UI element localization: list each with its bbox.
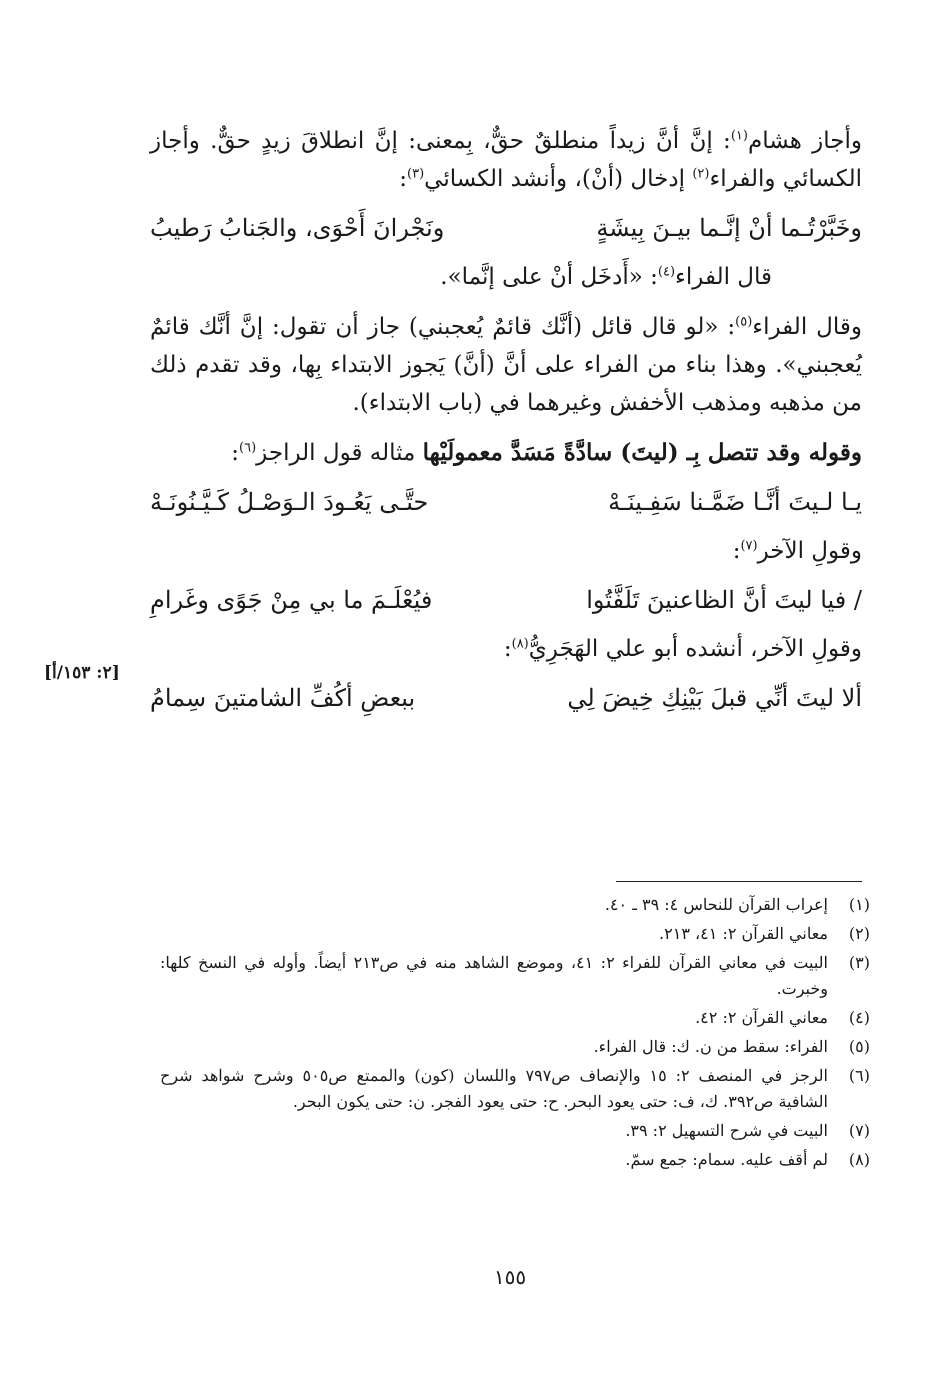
paragraph-6 [150, 630, 862, 668]
footnote-number: (٥) [848, 1037, 870, 1056]
footnote-item [160, 1005, 870, 1031]
text-run: وقولِ الآخر، أنشده أبو علي الهَجَرِيُّ [528, 636, 862, 662]
verse-1-second-hemistich: ونَجْرانَ أَحْوَى، والجَنابُ رَطيبُ [150, 214, 445, 242]
footnote-text: البيت في شرح التسهيل ٢: ٣٩. [625, 1121, 828, 1140]
footnote-item [160, 1147, 870, 1173]
footnote-separator [616, 881, 862, 882]
text-run: : «أَدخَل أنْ على إنَّما». [440, 264, 658, 290]
footnote-item [160, 1034, 870, 1060]
verse-4-second-hemistich: ببعضِ أكُفِّ الشامتينَ سِمامُ [150, 684, 416, 712]
footnote-number: (١) [848, 895, 870, 914]
footnote-number: (٦) [848, 1066, 870, 1085]
manuscript-folio-reference: [٢: ١٥٣/أ] [44, 663, 120, 683]
footnote-item [160, 1063, 870, 1115]
paragraph-3 [150, 308, 862, 422]
verse-4 [150, 676, 862, 720]
footnote-number: (٤) [848, 1008, 870, 1027]
footnote-text: معاني القرآن ٢: ٤٢. [695, 1008, 828, 1027]
text-run: : إنَّ أنَّ زيداً منطلقٌ حقٌّ، بِمعنى: إنَّ انطلاقَ زيدٍ حقٌّ. وأجاز الكسائي والفراء [150, 128, 862, 192]
footnote-ref[interactable]: (٢) [692, 166, 710, 182]
footnote-text: البيت في معاني القرآن للفراء ٢: ٤١، وموضع الشاهد منه في ص٢١٣ أيضاً. وأوله في النسخ كلها: وخبرت. [160, 953, 828, 998]
verse-3 [150, 578, 862, 622]
footnote-item [160, 950, 870, 1002]
text-run: وأجاز هشام [747, 128, 862, 154]
paragraph-2 [150, 258, 862, 296]
footnote-text: الرجز في المنصف ٢: ١٥ والإنصاف ص٧٩٧ واللسان (كون) والممتع ص٥٠٥ وشرح شواهد شرح الشافية ص٣٩٢. ك، ف: حتى يعود البحر. ح: حتى يعود الفجر. ن: حتى يكون البحر. [160, 1066, 828, 1111]
paragraph-1 [150, 122, 862, 198]
text-run: إدخال (أنْ)، وأنشد الكسائي [424, 166, 693, 192]
verse-2-second-hemistich: حتَّـى يَعُـودَ الـوَصْـلُ كَـيَّـنُونَـهْ [150, 488, 429, 516]
main-text [150, 122, 862, 728]
text-run: وقال الفراء [752, 314, 862, 340]
text-run: مثاله قول الراجز [256, 440, 423, 466]
footnote-ref[interactable]: (٧) [740, 538, 758, 554]
verse-2 [150, 480, 862, 524]
text-run: : [732, 538, 741, 564]
footnote-number: (٣) [848, 953, 870, 972]
text-run: : [231, 440, 240, 466]
text-run: قال الفراء [675, 264, 772, 290]
text-run: : [399, 166, 408, 192]
footnote-ref[interactable]: (١) [730, 128, 748, 144]
footnotes [160, 892, 870, 1176]
verse-3-second-hemistich: فيُعْلَـمَ ما بي مِنْ جَوًى وغَرامِ [150, 586, 433, 614]
bold-lemma: وقوله وقد تتصل بِـ (ليتَ) سادَّةً مَسَدَّ معمولَيْها [422, 439, 862, 466]
footnote-text: إعراب القرآن للنحاس ٤: ٣٩ ـ ٤٠. [604, 895, 828, 914]
footnote-ref[interactable]: (٤) [657, 264, 676, 280]
verse-4-first-hemistich: ألا ليتَ أنِّي قبلَ بَيْنِكِ خِيضَ لِي [567, 684, 862, 712]
footnote-number: (٧) [848, 1121, 870, 1140]
footnote-ref[interactable]: (٦) [239, 440, 257, 456]
paragraph-5 [150, 532, 862, 570]
text-run: : [503, 636, 512, 662]
footnote-number: (٢) [848, 924, 870, 943]
paragraph-4 [150, 434, 862, 472]
page-number: ١٥٥ [493, 1265, 527, 1289]
footnote-ref[interactable]: (٨) [511, 636, 529, 652]
verse-3-first-hemistich: / فيا ليتَ أنَّ الظاعنينَ تَلَفَّتُوا [586, 586, 862, 614]
footnote-item [160, 921, 870, 947]
footnote-number: (٨) [848, 1150, 870, 1169]
text-run: وقولِ الآخر [757, 538, 862, 564]
footnote-item [160, 1118, 870, 1144]
footnote-item [160, 892, 870, 918]
text-run: : «لو قال قائل (أنَّك قائمٌ يُعجبني) جاز أن تقول: إنَّ أنَّك قائمٌ يُعجبني». وهذا بناء من الفراء على أنَّ (أنَّ) يَجوز الابتداء بِها، وقد تقدم ذلك من مذهبه ومذهب الأخفش وغيرهما في (باب الابتداء). [150, 314, 862, 416]
footnote-ref[interactable]: (٥) [735, 314, 753, 330]
footnote-text: الفراء: سقط من ن. ك: قال الفراء. [593, 1037, 828, 1056]
footnote-ref[interactable]: (٣) [407, 166, 425, 182]
footnote-text: معاني القرآن ٢: ٤١، ٢١٣. [659, 924, 828, 943]
footnote-text: لم أقف عليه. سمام: جمع سمّ. [625, 1150, 828, 1169]
verse-2-first-hemistich: يـا لـيتَ أنَّـا ضَمَّـنا سَفِـينَـهْ [608, 488, 862, 516]
verse-1-first-hemistich: وخَبَّرْتُـما أنْ إنَّـما بيـنَ بِيشَةٍ [596, 214, 862, 242]
verse-1 [150, 206, 862, 250]
